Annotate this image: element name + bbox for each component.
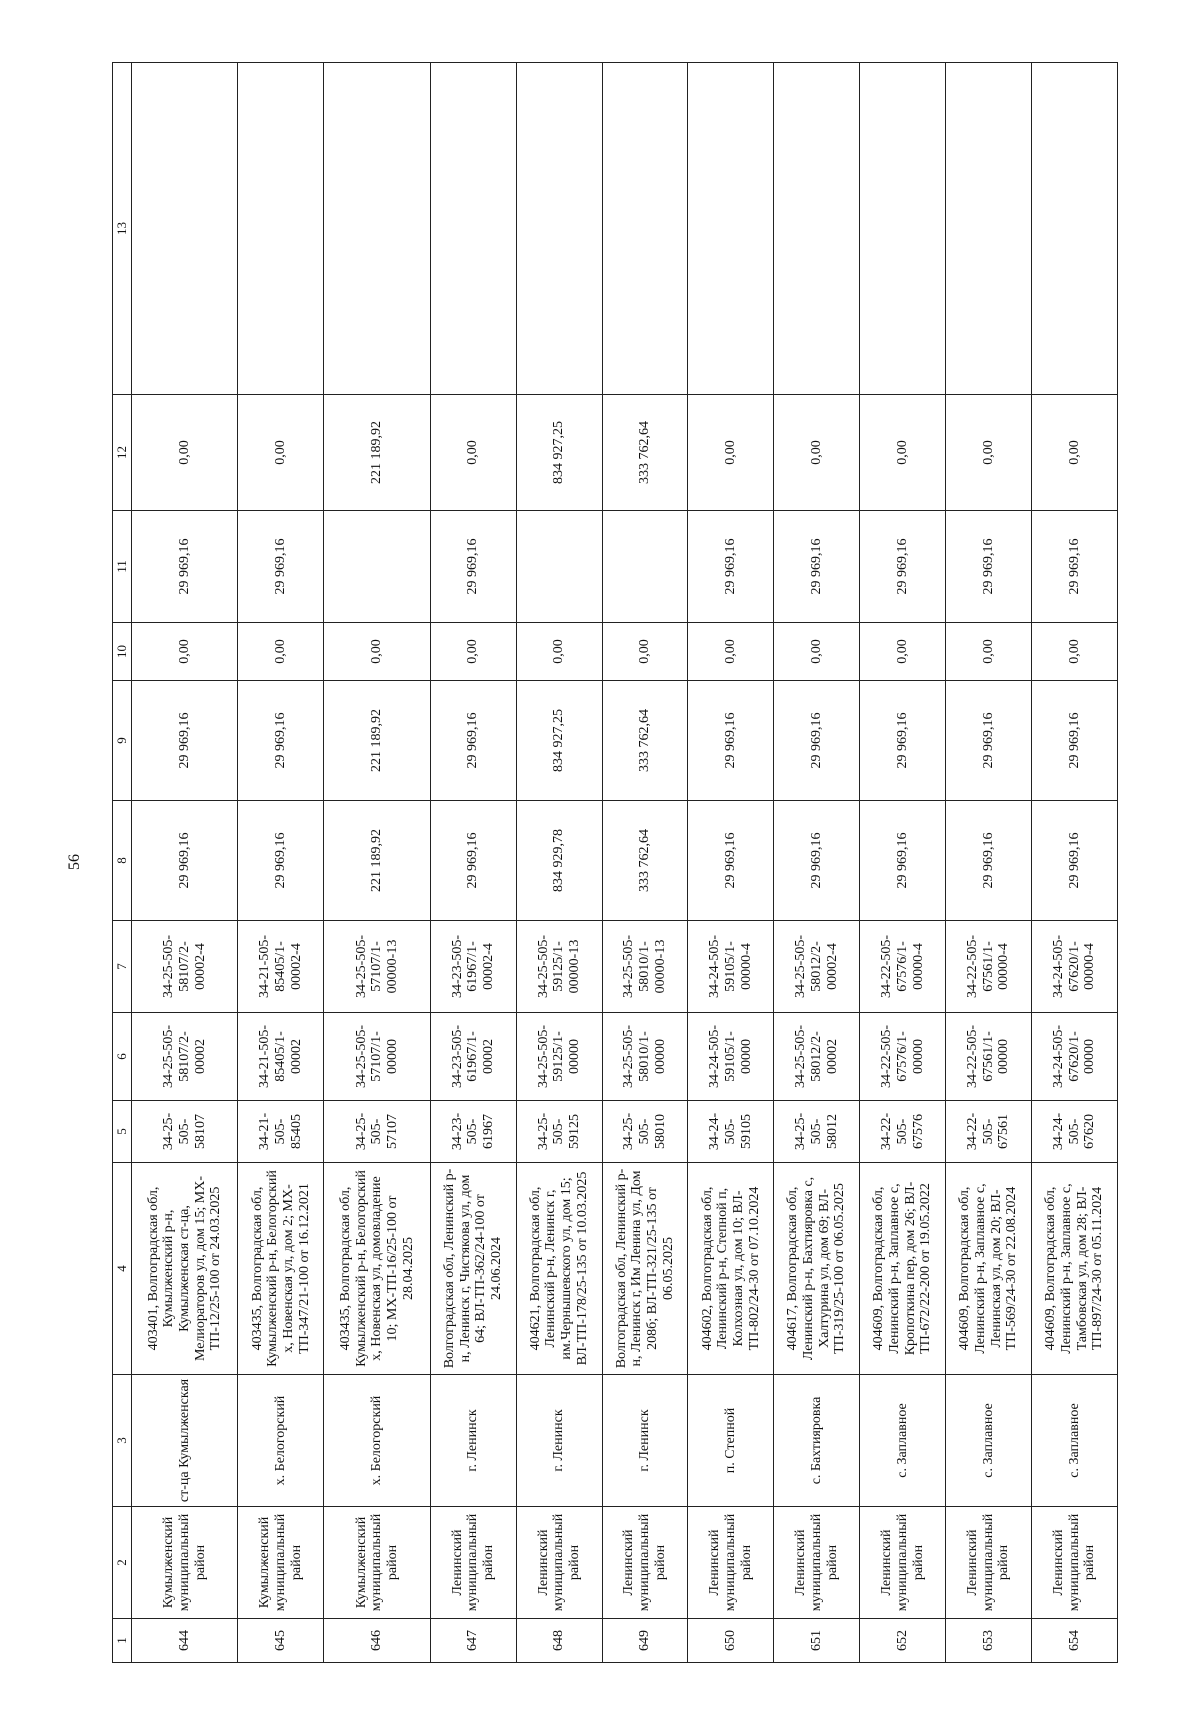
amount-cell: 29 969,16 — [238, 681, 324, 801]
code-cell: 34-25-505-57107/1-00000-13 — [324, 921, 430, 1013]
note-cell — [1032, 63, 1118, 395]
row-number-cell: 649 — [602, 1619, 688, 1663]
code-cell: 34-22-505-67561/1-00000 — [946, 1013, 1032, 1101]
table-row — [860, 63, 946, 1663]
municipal-district-cell: Ленинский муниципальный район — [602, 1507, 688, 1619]
amount-cell: 29 969,16 — [430, 801, 516, 921]
note-cell — [430, 63, 516, 395]
amount-cell: 29 969,16 — [688, 681, 774, 801]
column-number-header: 10 — [113, 623, 132, 681]
settlement-cell: ст-ца Кумылженская — [132, 1375, 238, 1507]
row-number-cell: 652 — [860, 1619, 946, 1663]
row-number-cell: 653 — [946, 1619, 1032, 1663]
note-cell — [602, 63, 688, 395]
address-contract-cell: 403435, Волгоградская обл, Кумылженский р-н, Белогорский х, Новенская ул, домовладение 10; МХ-ТП-16/25-100 от 28.04.2025 — [324, 1163, 430, 1375]
amount-cell: 834 927,25 — [516, 681, 602, 801]
table-row — [774, 63, 860, 1663]
settlement-cell: с. Заплавное — [1032, 1375, 1118, 1507]
code-cell: 34-25-505-58010/1-00000-13 — [602, 921, 688, 1013]
amount-cell: 29 969,16 — [688, 511, 774, 623]
column-number-header: 12 — [113, 395, 132, 511]
column-number-header: 13 — [113, 63, 132, 395]
code-cell: 34-22-505-67561 — [946, 1101, 1032, 1163]
amount-cell: 29 969,16 — [132, 511, 238, 623]
amount-cell: 29 969,16 — [946, 801, 1032, 921]
row-number-cell: 650 — [688, 1619, 774, 1663]
amount-cell: 221 189,92 — [324, 681, 430, 801]
municipal-district-cell: Ленинский муниципальный район — [946, 1507, 1032, 1619]
amount-cell: 29 969,16 — [430, 511, 516, 623]
row-number-cell: 651 — [774, 1619, 860, 1663]
table-row — [238, 63, 324, 1663]
amount-cell: 29 969,16 — [946, 511, 1032, 623]
column-number-row — [113, 63, 132, 1663]
amount-cell: 0,00 — [860, 623, 946, 681]
amount-cell: 0,00 — [1032, 395, 1118, 511]
row-number-cell: 646 — [324, 1619, 430, 1663]
amount-cell: 29 969,16 — [1032, 681, 1118, 801]
code-cell: 34-24-505-67620/1-00000-4 — [1032, 921, 1118, 1013]
address-contract-cell: 404609, Волгоградская обл, Ленинский р-н, Заплавное с, Кропоткина пер, дом 26; ВЛ-ТП-672/22-200 от 19.05.2022 — [860, 1163, 946, 1375]
settlement-cell: х. Белогорский — [324, 1375, 430, 1507]
amount-cell: 0,00 — [688, 623, 774, 681]
address-contract-cell: 404602, Волгоградская обл, Ленинский р-н, Степной п, Колхозная ул, дом 10; ВЛ-ТП-802/24-30 от 07.10.2024 — [688, 1163, 774, 1375]
code-cell: 34-24-505-67620/1-00000 — [1032, 1013, 1118, 1101]
municipal-district-cell: Кумылженский муниципальный район — [238, 1507, 324, 1619]
amount-cell: 0,00 — [430, 395, 516, 511]
code-cell: 34-21-505-85405 — [238, 1101, 324, 1163]
amount-cell: 0,00 — [238, 623, 324, 681]
municipal-district-cell: Ленинский муниципальный район — [430, 1507, 516, 1619]
code-cell: 34-22-505-67576 — [860, 1101, 946, 1163]
settlement-cell: с. Заплавное — [946, 1375, 1032, 1507]
amount-cell: 333 762,64 — [602, 801, 688, 921]
amount-cell: 29 969,16 — [1032, 511, 1118, 623]
amount-cell: 0,00 — [1032, 623, 1118, 681]
register-table-frame — [112, 63, 1118, 1663]
municipal-district-cell: Ленинский муниципальный район — [774, 1507, 860, 1619]
amount-cell: 221 189,92 — [324, 801, 430, 921]
municipal-district-cell: Кумылженский муниципальный район — [132, 1507, 238, 1619]
amount-cell — [324, 511, 430, 623]
address-contract-cell: 404621, Волгоградская обл, Ленинский р-н, Ленинск г, им.Чернышевского ул, дом 15; ВЛ-ТП-178/25-135 от 10.03.2025 — [516, 1163, 602, 1375]
amount-cell: 29 969,16 — [774, 801, 860, 921]
code-cell: 34-22-505-67576/1-00000 — [860, 1013, 946, 1101]
row-number-cell: 645 — [238, 1619, 324, 1663]
row-number-cell: 648 — [516, 1619, 602, 1663]
amount-cell: 29 969,16 — [1032, 801, 1118, 921]
amount-cell: 0,00 — [132, 623, 238, 681]
amount-cell: 834 927,25 — [516, 395, 602, 511]
amount-cell: 0,00 — [774, 623, 860, 681]
column-number-header: 4 — [113, 1163, 132, 1375]
municipal-district-cell: Ленинский муниципальный район — [860, 1507, 946, 1619]
code-cell: 34-21-505-85405/1-00002 — [238, 1013, 324, 1101]
amount-cell: 29 969,16 — [688, 801, 774, 921]
column-number-header: 8 — [113, 801, 132, 921]
page-number: 56 — [66, 854, 83, 870]
address-contract-cell: Волгоградская обл, Ленинский р-н, Ленинск г, Чистякова ул, дом 64; ВЛ-ТП-362/24-100 от 24.06.2024 — [430, 1163, 516, 1375]
code-cell: 34-24-505-59105/1-00000-4 — [688, 921, 774, 1013]
code-cell: 34-21-505-85405/1-00002-4 — [238, 921, 324, 1013]
code-cell: 34-24-505-67620 — [1032, 1101, 1118, 1163]
column-number-header: 6 — [113, 1013, 132, 1101]
note-cell — [324, 63, 430, 395]
table-row — [946, 63, 1032, 1663]
code-cell: 34-23-505-61967 — [430, 1101, 516, 1163]
code-cell: 34-23-505-61967/1-00002-4 — [430, 921, 516, 1013]
address-contract-cell: 403435, Волгоградская обл, Кумылженский р-н, Белогорский х, Новенская ул, дом 2; МХ-ТП-347/21-100 от 16.12.2021 — [238, 1163, 324, 1375]
address-contract-cell: 404609, Волгоградская обл, Ленинский р-н, Заплавное с, Тамбовская ул, дом 28; ВЛ-ТП-897/24-30 от 05.11.2024 — [1032, 1163, 1118, 1375]
table-row — [1032, 63, 1118, 1663]
settlement-cell: п. Степной — [688, 1375, 774, 1507]
amount-cell: 29 969,16 — [238, 511, 324, 623]
municipal-district-cell: Ленинский муниципальный район — [688, 1507, 774, 1619]
address-contract-cell: 403401, Волгоградская обл, Кумылженский р-н, Кумылженская ст-ца, Мелиораторов ул, дом 15; МХ-ТП-12/25-100 от 24.03.2025 — [132, 1163, 238, 1375]
settlement-cell: х. Белогорский — [238, 1375, 324, 1507]
table-row — [516, 63, 602, 1663]
note-cell — [238, 63, 324, 395]
amount-cell: 0,00 — [602, 623, 688, 681]
column-number-header: 5 — [113, 1101, 132, 1163]
note-cell — [946, 63, 1032, 395]
column-number-header: 2 — [113, 1507, 132, 1619]
table-row — [602, 63, 688, 1663]
amount-cell: 333 762,64 — [602, 395, 688, 511]
settlement-cell: г. Ленинск — [602, 1375, 688, 1507]
code-cell: 34-25-505-58107 — [132, 1101, 238, 1163]
register-table — [112, 62, 1118, 1663]
amount-cell: 29 969,16 — [132, 681, 238, 801]
note-cell — [516, 63, 602, 395]
note-cell — [132, 63, 238, 395]
amount-cell: 29 969,16 — [774, 511, 860, 623]
amount-cell: 0,00 — [688, 395, 774, 511]
amount-cell: 0,00 — [774, 395, 860, 511]
amount-cell: 0,00 — [946, 395, 1032, 511]
amount-cell — [516, 511, 602, 623]
code-cell: 34-25-505-58012 — [774, 1101, 860, 1163]
amount-cell: 0,00 — [238, 395, 324, 511]
code-cell: 34-24-505-59105/1-00000 — [688, 1013, 774, 1101]
amount-cell: 29 969,16 — [238, 801, 324, 921]
code-cell: 34-23-505-61967/1-00002 — [430, 1013, 516, 1101]
settlement-cell: г. Ленинск — [430, 1375, 516, 1507]
amount-cell: 29 969,16 — [860, 681, 946, 801]
amount-cell: 0,00 — [860, 395, 946, 511]
column-number-header: 7 — [113, 921, 132, 1013]
amount-cell: 221 189,92 — [324, 395, 430, 511]
code-cell: 34-22-505-67561/1-00000-4 — [946, 921, 1032, 1013]
table-row — [324, 63, 430, 1663]
address-contract-cell: Волгоградская обл, Ленинский р-н, Ленинск г, Им Ленина ул, Дом 208б; ВЛ-ТП-321/25-135 от 06.05.2025 — [602, 1163, 688, 1375]
amount-cell: 333 762,64 — [602, 681, 688, 801]
amount-cell: 29 969,16 — [430, 681, 516, 801]
code-cell: 34-25-505-57107 — [324, 1101, 430, 1163]
code-cell: 34-25-505-58010 — [602, 1101, 688, 1163]
note-cell — [860, 63, 946, 395]
note-cell — [688, 63, 774, 395]
amount-cell: 29 969,16 — [860, 801, 946, 921]
settlement-cell: с. Бахтияровка — [774, 1375, 860, 1507]
address-contract-cell: 404617, Волгоградская обл, Ленинский р-н, Бахтияровка с, Халтурина ул, дом 69; ВЛ-ТП-319/25-100 от 06.05.2025 — [774, 1163, 860, 1375]
code-cell: 34-25-505-58107/2-00002-4 — [132, 921, 238, 1013]
register-table-body — [113, 63, 1118, 1663]
code-cell: 34-24-505-59105 — [688, 1101, 774, 1163]
column-number-header: 9 — [113, 681, 132, 801]
amount-cell: 29 969,16 — [860, 511, 946, 623]
amount-cell: 29 969,16 — [946, 681, 1032, 801]
code-cell: 34-25-505-58012/2-00002 — [774, 1013, 860, 1101]
address-contract-cell: 404609, Волгоградская обл, Ленинский р-н, Заплавное с, Ленинская ул, дом 20; ВЛ-ТП-569/24-30 от 22.08.2024 — [946, 1163, 1032, 1375]
column-number-header: 3 — [113, 1375, 132, 1507]
municipal-district-cell: Ленинский муниципальный район — [1032, 1507, 1118, 1619]
amount-cell: 29 969,16 — [774, 681, 860, 801]
amount-cell: 0,00 — [946, 623, 1032, 681]
row-number-cell: 644 — [132, 1619, 238, 1663]
row-number-cell: 647 — [430, 1619, 516, 1663]
table-row — [430, 63, 516, 1663]
note-cell — [774, 63, 860, 395]
code-cell: 34-25-505-58012/2-00002-4 — [774, 921, 860, 1013]
column-number-header: 11 — [113, 511, 132, 623]
code-cell: 34-22-505-67576/1-00000-4 — [860, 921, 946, 1013]
code-cell: 34-25-505-59125 — [516, 1101, 602, 1163]
amount-cell: 29 969,16 — [132, 801, 238, 921]
table-row — [132, 63, 238, 1663]
municipal-district-cell: Ленинский муниципальный район — [516, 1507, 602, 1619]
code-cell: 34-25-505-59125/1-00000-13 — [516, 921, 602, 1013]
amount-cell: 0,00 — [430, 623, 516, 681]
code-cell: 34-25-505-58107/2-00002 — [132, 1013, 238, 1101]
municipal-district-cell: Кумылженский муниципальный район — [324, 1507, 430, 1619]
amount-cell — [602, 511, 688, 623]
code-cell: 34-25-505-58010/1-00000 — [602, 1013, 688, 1101]
settlement-cell: с. Заплавное — [860, 1375, 946, 1507]
table-row — [688, 63, 774, 1663]
amount-cell: 834 929,78 — [516, 801, 602, 921]
column-number-header: 1 — [113, 1619, 132, 1663]
amount-cell: 0,00 — [324, 623, 430, 681]
code-cell: 34-25-505-59125/1-00000 — [516, 1013, 602, 1101]
code-cell: 34-25-505-57107/1-00000 — [324, 1013, 430, 1101]
settlement-cell: г. Ленинск — [516, 1375, 602, 1507]
amount-cell: 0,00 — [132, 395, 238, 511]
row-number-cell: 654 — [1032, 1619, 1118, 1663]
amount-cell: 0,00 — [516, 623, 602, 681]
